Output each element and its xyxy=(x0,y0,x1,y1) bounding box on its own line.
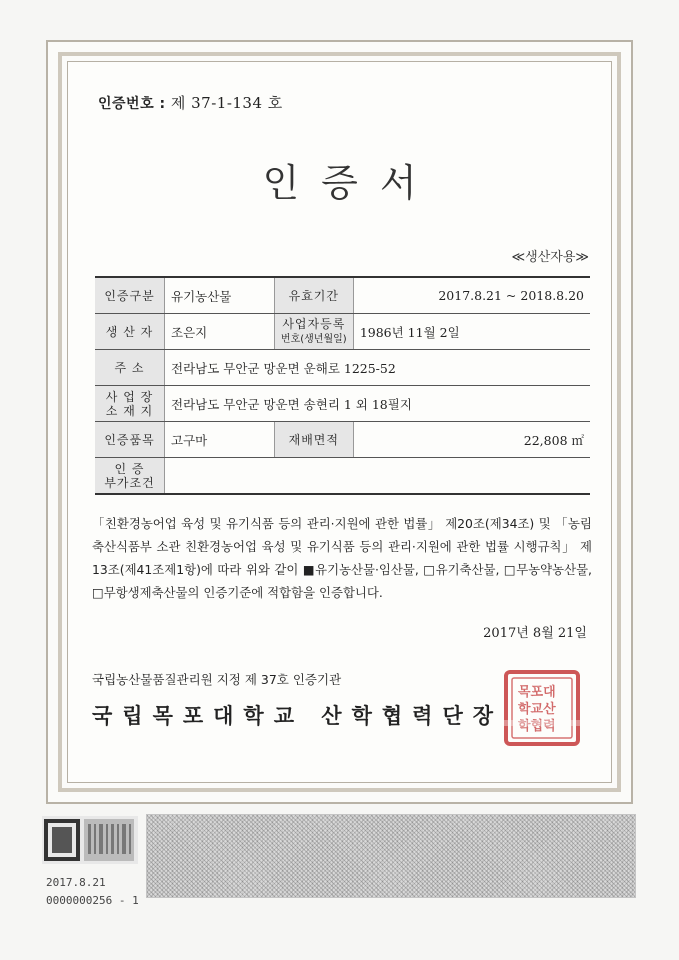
certificate-number-label: 인증번호 : xyxy=(98,96,166,112)
row-label-business-reg xyxy=(274,314,353,350)
certificate-info-table xyxy=(95,276,590,495)
issuer-name: 국립목포대학교 산학협력단장 xyxy=(92,703,504,728)
page-title: 인증서 xyxy=(262,161,439,205)
svg-text:목포대: 목포대 xyxy=(518,685,556,700)
row-label-area: 재배면적 xyxy=(274,422,353,458)
svg-text:학협력: 학협력 xyxy=(518,719,556,734)
table-row xyxy=(95,314,590,350)
business-reg-label: 사업자등록 번호(생년월일) xyxy=(280,316,347,345)
footer-date: 2017.8.21 xyxy=(46,876,106,889)
certificate-number xyxy=(98,92,283,113)
business-reg-sublabel: 번호(생년월일) xyxy=(280,333,347,345)
certification-statement: 「친환경농어업 육성 및 유기식품 등의 관리·지원에 관한 법률」 제20조(제34조) 및 「농림축산식품부 소관 친환경농어업 육성 및 유기식품 등의 관리·지원에 관한 법률 시행규칙」 제13조(제41조제1항)에 따라 위와 같이 ■유기농산물·임산물, □유기축산물, □무농약농산물, □무항생제축산물의 인증기준에 적합함을 인증합니다. xyxy=(92,516,592,600)
agency-designation: 국립농산물품질관리원 지정 제 37호 인증기관 xyxy=(92,672,342,687)
row-value-birthdate: 1986년 11월 2일 xyxy=(353,314,590,350)
security-pattern-band xyxy=(146,814,636,898)
table-row xyxy=(95,386,590,422)
row-label-address: 주 소 xyxy=(95,350,165,386)
row-label-item: 인증품목 xyxy=(95,422,165,458)
row-value-workplace: 전라남도 무안군 망운면 송현리 1 외 18필지 xyxy=(165,386,591,422)
row-value-cert-type: 유기농산물 xyxy=(165,277,275,314)
row-value-conditions xyxy=(165,458,591,495)
row-label-workplace: 사 업 장 소 재 지 xyxy=(95,386,165,422)
row-value-producer: 조은지 xyxy=(165,314,275,350)
table-row xyxy=(95,277,590,314)
row-value-area: 22,808 ㎡ xyxy=(353,422,590,458)
table-row xyxy=(95,458,590,495)
certificate-number-value: 제 37-1-134 호 xyxy=(170,94,283,112)
row-label-cert-type: 인증구분 xyxy=(95,277,165,314)
row-label-validity: 유효기간 xyxy=(274,277,353,314)
table-row xyxy=(95,422,590,458)
row-label-conditions: 인 증 부가조건 xyxy=(95,458,165,495)
row-label-producer: 생 산 자 xyxy=(95,314,165,350)
row-value-validity: 2017.8.21 ~ 2018.8.20 xyxy=(353,277,590,314)
row-value-item: 고구마 xyxy=(165,422,275,458)
purpose-label: ≪생산자용≫ xyxy=(511,250,589,265)
barcode-stamp-icon xyxy=(42,816,138,864)
official-seal-icon xyxy=(502,668,582,748)
issue-date: 2017년 8월 21일 xyxy=(483,626,587,641)
footer-document-number: 0000000256 - 1 xyxy=(46,894,139,907)
table-row xyxy=(95,350,590,386)
svg-text:학교산: 학교산 xyxy=(518,702,556,717)
row-value-address: 전라남도 무안군 망운면 운해로 1225-52 xyxy=(165,350,591,386)
